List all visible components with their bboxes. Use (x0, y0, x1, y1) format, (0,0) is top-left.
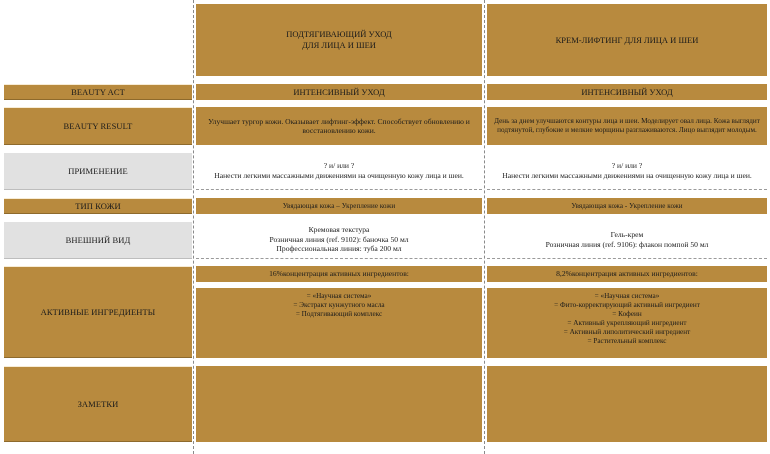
appearance-label-text: ВНЕШНИЙ ВИД (65, 234, 131, 245)
beauty-act-col1 (196, 84, 482, 100)
active-ingredients-label-text: АКТИВНЫЕ ИНГРЕДИЕНТЫ (40, 306, 156, 317)
active-col1-concentration (196, 266, 482, 282)
col2-title: КРЕМ-ЛИФТИНГ ДЛЯ ЛИЦА И ШЕИ (555, 34, 699, 45)
ingredient-item: = Подтягивающий комплекс (295, 310, 383, 318)
application-col1-line2: Нанести легкими массажными движениями на очищенную кожу лица и шеи. (214, 170, 464, 180)
application-label-text: ПРИМЕНЕНИЕ (68, 165, 128, 176)
ingredient-item: = «Научная система» (306, 292, 372, 300)
beauty-act-label (4, 84, 192, 100)
notes-label (4, 366, 192, 442)
appearance-col2 (487, 221, 767, 259)
beauty-result-col1 (196, 107, 482, 145)
ingredient-item: = Растительный комплекс (587, 337, 667, 345)
notes-col2 (487, 366, 767, 442)
active-col1-items (196, 288, 482, 358)
ingredient-item: = Активный липолитический ингредиент (563, 328, 691, 336)
application-col1 (196, 152, 482, 190)
application-col2-line1: ? и/ или ? (611, 161, 643, 171)
active-col1-concentration-text: 16%концентрация активных ингредиентов: (269, 269, 409, 279)
skin-type-col1-text: Увядающая кожа – Укрепление кожи (282, 201, 396, 210)
active-col2-concentration (487, 266, 767, 282)
appearance-col1-line: Розничная линия (ref. 9102): баночка 50 мл (269, 234, 409, 244)
beauty-result-col1-text: Улучшает тургор кожи. Оказывает лифтинг-эффект. Способствует обновлению и восстановлению кожи. (208, 116, 470, 135)
active-ingredients-label (4, 266, 192, 358)
beauty-act-col1-text: ИНТЕНСИВНЫЙ УХОД (293, 86, 385, 97)
notes-col1 (196, 366, 482, 442)
application-col2 (487, 152, 767, 190)
appearance-col1-line: Профессиональная линия: туба 200 мл (276, 244, 402, 254)
notes-label-text: ЗАМЕТКИ (77, 398, 119, 409)
skin-type-col2-text: Увядающая кожа - Укрепление кожи (571, 201, 683, 210)
application-col2-line2: Нанести легкими массажными движениями на очищенную кожу лица и шеи. (502, 170, 752, 180)
ingredient-item: = Экстракт кунжутного масла (293, 301, 385, 309)
beauty-act-label-text: BEAUTY ACT (71, 86, 125, 97)
skin-type-label-text: ТИП КОЖИ (75, 200, 121, 211)
col2-header (487, 4, 767, 76)
appearance-col2-line: Гель-крем (610, 230, 644, 240)
beauty-act-col2-text: ИНТЕНСИВНЫЙ УХОД (581, 86, 673, 97)
column-separator (193, 0, 194, 454)
application-label (4, 152, 192, 190)
application-col1-line1: ? и/ или ? (323, 161, 355, 171)
beauty-act-col2 (487, 84, 767, 100)
skin-type-col1 (196, 198, 482, 214)
ingredient-item: = Активный укрепляющий ингредиент (567, 319, 687, 327)
ingredient-item: = Кофеин (612, 310, 642, 318)
appearance-col1 (196, 221, 482, 259)
column-separator (484, 0, 485, 454)
appearance-label (4, 221, 192, 259)
beauty-result-label (4, 107, 192, 145)
beauty-result-col2 (487, 107, 767, 145)
ingredient-item: = Фито-корректирующий активный ингредиент (554, 301, 700, 309)
skin-type-col2 (487, 198, 767, 214)
active-col2-items (487, 288, 767, 358)
beauty-result-col2-text: День за днем улучшаются контуры лица и шеи. Моделирует овал лица. Кожа выглядит подтянутой, глубокие и мелкие морщины разглаживаются. Лицо выглядит молодым. (494, 117, 760, 134)
col1-header (196, 4, 482, 76)
appearance-col2-line: Розничная линия (ref. 9106): флакон помпой 50 мл (545, 239, 709, 249)
ingredient-item: = «Научная система» (594, 292, 660, 300)
col1-title: ПОДТЯГИВАЮЩИЙ УХОД ДЛЯ ЛИЦА И ШЕИ (286, 29, 392, 50)
beauty-result-label-text: BEAUTY RESULT (63, 120, 133, 131)
active-col2-concentration-text: 8,2%концентрация активных ингредиентов: (556, 269, 698, 279)
skin-type-label (4, 198, 192, 214)
appearance-col1-line: Кремовая текстура (308, 225, 370, 235)
